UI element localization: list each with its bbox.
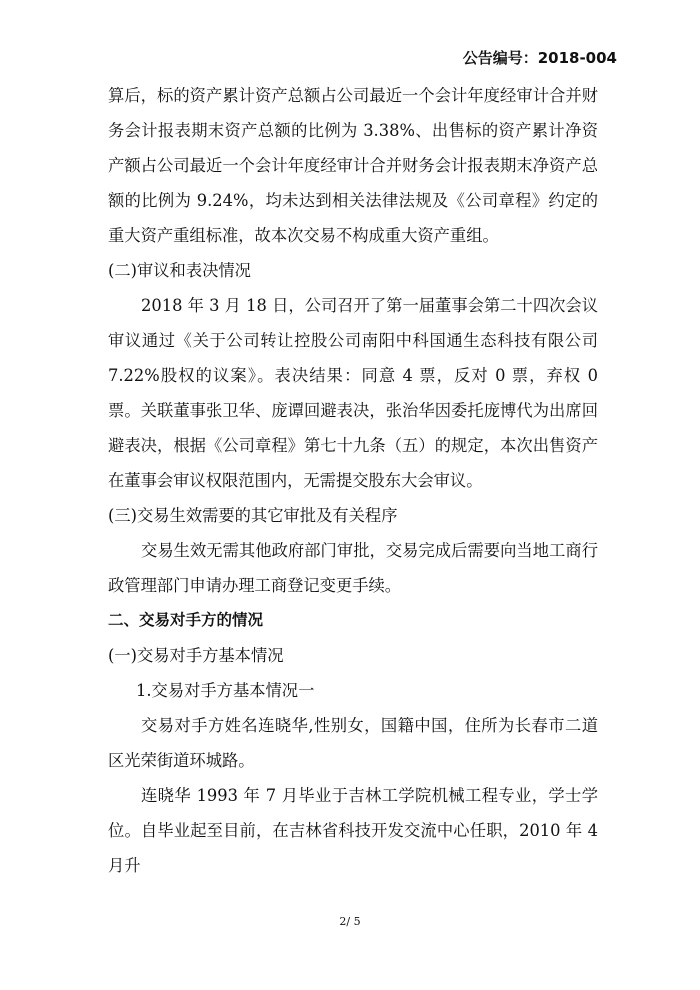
paragraph-counterparty-career: 连晓华 1993 年 7 月毕业于吉林工学院机械工程专业，学士学位。自毕业起至目前，在吉林省科技开发交流中心任职，2010 年 4 月升 (108, 786, 598, 875)
paragraph-board-meeting: 2018 年 3 月 18 日，公司召开了第一届董事会第二十四次会议审议通过《关于公司转让控股公司南阳中科国通生态科技有限公司 7.22%股权的议案》。表决结果：同意 4 票，反对 0 票，弃权 0 票。关联董事张卫华、庞谭回避表决，张治华因委托庞博代为出席回避表决，根据《公司章程》第七十九条（五）的规定，本次出售资产在董事会审议权限范围内，无需提交股东大会审议。 (108, 296, 598, 490)
heading-review-voting: (二)审议和表决情况 (108, 261, 251, 280)
heading-other-approvals: (三)交易生效需要的其它审批及有关程序 (108, 506, 398, 525)
paragraph-counterparty-identity: 交易对手方姓名连晓华,性别女，国籍中国，住所为长春市二道区光荣街道环城路。 (108, 716, 598, 770)
page-number: 2/ 5 (339, 915, 361, 928)
paragraph-asset-ratio: 算后，标的资产累计资产总额占公司最近一个会计年度经审计合并财务会计报表期末资产总额的比例为 3.38%、出售标的资产累计净资产额占公司最近一个会计年度经审计合并财务会计报表期末净资产总额的比例为 9.24%，均未达到相关法律法规及《公司章程》约定的重大资产重组标准，故本次交易不构成重大资产重组。 (108, 86, 598, 245)
document-body (108, 78, 598, 883)
heading-counterparty-basic: (一)交易对手方基本情况 (108, 646, 284, 665)
announcement-number: 公告编号：2018-004 (462, 49, 617, 67)
subheading-counterparty-one: 1.交易对手方基本情况一 (136, 681, 315, 700)
section-title-counterparty: 二、交易对手方的情况 (108, 611, 264, 629)
paragraph-approval-procedures: 交易生效无需其他政府部门审批，交易完成后需要向当地工商行政管理部门申请办理工商登记变更手续。 (108, 541, 598, 595)
